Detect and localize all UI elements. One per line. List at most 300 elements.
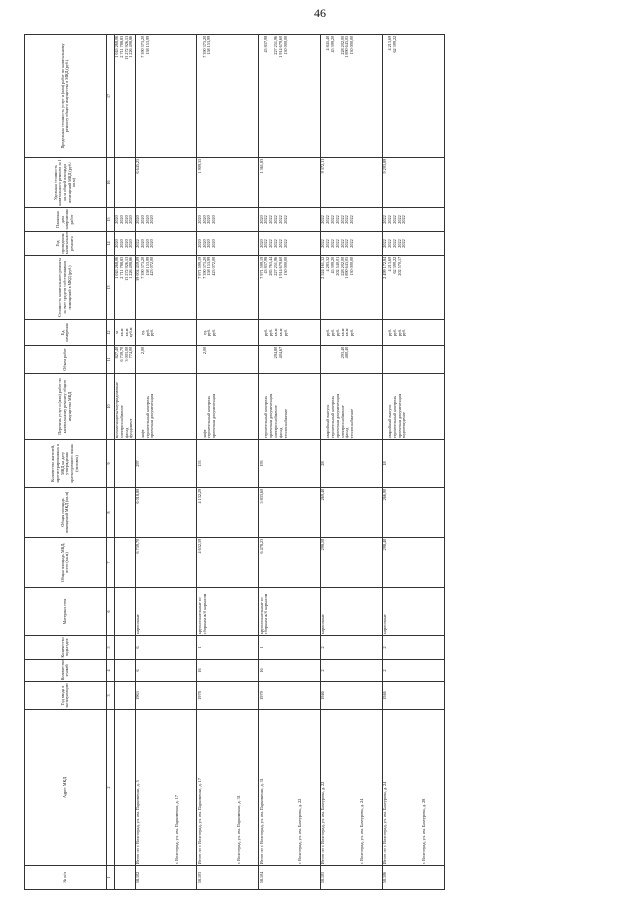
work-cost-cell xyxy=(382,256,444,320)
work-cost: 130 000,00 xyxy=(282,256,288,276)
unit-of-measure: руб. xyxy=(263,328,269,337)
unit-of-measure: кв.м xyxy=(272,328,278,337)
work-volume: 404,67 xyxy=(277,346,283,359)
cost-limit xyxy=(150,36,155,156)
commission-year: 1979 xyxy=(259,682,321,710)
work-cost: 228 202,00 xyxy=(339,256,345,276)
object-total-cost: 7 971 599,19 xyxy=(196,256,202,279)
address: г. Волгоград, ул. им. Бахтурова, д. 24 xyxy=(359,798,365,865)
table-row xyxy=(114,35,135,890)
work-cost-cell xyxy=(259,256,321,320)
total-area: 6 478,23 xyxy=(259,538,321,588)
object-total-date: 2020 xyxy=(258,215,264,224)
cost-limit: 130 000,00 xyxy=(282,35,288,55)
cost-limit-cell xyxy=(135,35,197,158)
column-header: Материал стен xyxy=(25,588,107,636)
address: г. Волгоград, ул. им. Пархоменко, д. 17 xyxy=(173,795,179,865)
repair-year: 2022 xyxy=(268,239,274,248)
work-volume: 293,40 xyxy=(339,346,345,359)
completion-date: 2020 xyxy=(149,215,155,224)
repair-year-cell xyxy=(382,232,444,256)
work-volume xyxy=(402,347,407,372)
work-volume xyxy=(284,347,289,372)
work-item: электроснабжение xyxy=(118,405,124,439)
total-area: 4 632,59 xyxy=(197,538,259,588)
unit-of-measure-cell xyxy=(259,320,321,346)
work-volume: 6 739,70 xyxy=(118,346,124,362)
resident-count: 18 xyxy=(382,440,444,488)
work-cost-cell xyxy=(114,256,135,320)
repair-year: 2020 xyxy=(211,239,217,248)
column-number: 14 xyxy=(106,232,114,256)
repair-year: 2022 xyxy=(329,239,335,248)
wall-material: крупнопанельные со сборным ж/б каркасом xyxy=(259,588,321,636)
repair-year: 2020 xyxy=(139,239,145,248)
row-number: 58.102 xyxy=(135,866,197,890)
completion-date-cell xyxy=(382,208,444,232)
floor-count: 2 xyxy=(382,660,444,682)
repair-year: 2020 xyxy=(149,239,155,248)
work-cost: 4 283,32 xyxy=(325,256,331,272)
wall-material: кирпичные xyxy=(135,588,197,636)
wall-material: кирпичные xyxy=(382,588,444,636)
column-number: 10 xyxy=(106,374,114,440)
work-cost: 1 226 498,86 xyxy=(128,256,134,279)
work-volume-cell xyxy=(320,346,382,374)
floor-count: 16 xyxy=(197,660,259,682)
completion-date: 2022 xyxy=(401,215,407,224)
address-total-label: Итого по г. Волгоград, ул. им. Бахтурова, д. 24 xyxy=(382,781,388,865)
unit-of-measure: куб.м xyxy=(128,327,134,338)
repair-year: 2022 xyxy=(349,239,355,248)
completion-date: 2022 xyxy=(263,215,269,224)
cost-limit: 158 153,99 xyxy=(144,35,150,55)
work-cost: 4 213,69 xyxy=(386,256,392,272)
empty-cell xyxy=(114,158,135,208)
cost-limit: 158 153,99 xyxy=(206,35,212,55)
work-volume-cell xyxy=(382,346,444,374)
column-header: Удельная стоимость капитального ремонта за 1 кв.м общей площади помещений МКД (руб./кв.м) xyxy=(25,158,107,208)
work-volume-cell xyxy=(197,346,259,374)
specific-cost: 9 372,11 xyxy=(320,158,382,208)
floor-count: 2 xyxy=(320,660,382,682)
column-number: 17 xyxy=(106,35,114,158)
empty-cell xyxy=(114,538,135,588)
column-number: 9 xyxy=(106,440,114,488)
unit-of-measure: руб. xyxy=(386,328,392,337)
unit-of-measure: кв.м xyxy=(339,328,345,337)
repair-year: 2022 xyxy=(344,239,350,248)
address-cell xyxy=(259,710,321,866)
work-volume: 294,80 xyxy=(272,346,278,359)
cost-limit xyxy=(402,36,407,156)
document-sheet xyxy=(24,35,616,890)
unit-of-measure: руб. xyxy=(329,328,335,337)
capital-repair-table xyxy=(24,34,445,890)
unit-of-measure: руб. xyxy=(401,328,407,337)
completion-date: 2022 xyxy=(282,215,288,224)
work-volume: 2,00 xyxy=(201,346,207,355)
column-number: 13 xyxy=(106,256,114,320)
cost-limit: 227 251,96 xyxy=(272,35,278,55)
table-row xyxy=(135,35,197,890)
row-number: 58.103 xyxy=(197,866,259,890)
work-item: теплоснабжение xyxy=(349,408,355,439)
work-item: электроснабжение xyxy=(339,405,345,439)
work-volume xyxy=(350,347,355,372)
work-item: фасад xyxy=(123,427,129,439)
unit-of-measure: руб. xyxy=(334,328,340,337)
work-item: фундамент xyxy=(128,418,134,439)
work-item: лифт xyxy=(201,429,207,439)
column-number: 16 xyxy=(106,158,114,208)
column-number: 5 xyxy=(106,636,114,660)
work-item: строительный контроль xyxy=(206,395,212,439)
commission-year: 1978 xyxy=(197,682,259,710)
row-number: 58.105 xyxy=(320,866,382,890)
completion-date: 2020 xyxy=(144,215,150,224)
object-total-date: 2022 xyxy=(320,215,326,224)
work-item: строительный контроль xyxy=(391,395,397,439)
column-number: 2 xyxy=(106,710,114,866)
work-item: проектная документация xyxy=(396,393,402,439)
premises-area: 6 018,80 xyxy=(135,488,197,538)
object-total-date: 2022 xyxy=(382,215,388,224)
work-item: проектная документация xyxy=(149,393,155,439)
cost-limit xyxy=(212,36,217,156)
column-header: Ед. измерения xyxy=(25,320,107,346)
unit-of-measure: руб. xyxy=(211,328,217,337)
unit-of-measure: руб. xyxy=(268,328,274,337)
address-total-label: Итого по г. Волгоград, ул. им. Пархоменко, д. 17 xyxy=(196,778,202,865)
column-number: 8 xyxy=(106,488,114,538)
completion-date-cell xyxy=(320,208,382,232)
completion-date: 2022 xyxy=(329,215,335,224)
address-cell xyxy=(382,710,444,866)
column-header: № п/п xyxy=(25,866,107,890)
unit-of-measure-cell xyxy=(135,320,197,346)
column-header: Год проведения капитального ремонта xyxy=(25,232,107,256)
column-number: 12 xyxy=(106,320,114,346)
table-row xyxy=(259,35,321,890)
work-cost: 45 399,20 xyxy=(329,256,335,274)
repair-year: 2022 xyxy=(391,239,397,248)
entrance-count: 6 xyxy=(135,636,197,660)
cost-limit: 1 914 679,60 xyxy=(277,35,283,58)
work-cost: 285 763,44 xyxy=(268,256,274,276)
work-item: фасад xyxy=(277,427,283,439)
column-number: 1 xyxy=(106,866,114,890)
specific-cost: 1 361,83 xyxy=(259,158,321,208)
work-cost: 423 072,00 xyxy=(149,256,155,276)
cost-limit: 1 226 498,86 xyxy=(128,35,134,58)
repair-year: 2022 xyxy=(386,239,392,248)
specific-cost: 6 645,25 xyxy=(135,158,197,208)
resident-count: 153 xyxy=(197,440,259,488)
column-number: 11 xyxy=(106,346,114,374)
work-cost: 158 153,99 xyxy=(144,256,150,276)
work-cost: 130 000,00 xyxy=(349,256,355,276)
entrance-count: 2 xyxy=(320,636,382,660)
completion-date: 2020 xyxy=(113,215,119,224)
work-cost: 2 711 788,83 xyxy=(118,256,124,279)
total-area: 298,50 xyxy=(320,538,382,588)
object-total-cost: 39 004 459,09 xyxy=(134,256,140,281)
work-item: строительный контроль xyxy=(263,395,269,439)
cost-limit: 43 837,98 xyxy=(263,35,269,53)
repair-year: 2020 xyxy=(113,239,119,248)
work-cost-cell xyxy=(320,256,382,320)
cost-limit: 45 399,20 xyxy=(329,35,335,53)
completion-date: 2022 xyxy=(277,215,283,224)
work-cost: 1 045 268,06 xyxy=(113,256,119,279)
column-number: 6 xyxy=(106,588,114,636)
empty-cell xyxy=(114,588,135,636)
work-item-cell xyxy=(320,374,382,440)
column-number: 4 xyxy=(106,660,114,682)
repair-year: 2020 xyxy=(201,239,207,248)
work-item: проектная документация xyxy=(268,393,274,439)
work-volume-cell xyxy=(259,346,321,374)
address-total-label: Итого по г. Волгоград, ул. им. Пархоменко, д. 5 xyxy=(134,780,140,865)
unit-of-measure: м xyxy=(113,331,119,334)
work-item: теплоснабжение xyxy=(282,408,288,439)
work-volume: 3 003,00 xyxy=(123,346,129,362)
work-item-cell xyxy=(197,374,259,440)
cost-limit: 228 202,00 xyxy=(339,35,345,55)
work-cost: 202 570,17 xyxy=(396,256,402,276)
repair-year: 2022 xyxy=(272,239,278,248)
column-number: 15 xyxy=(106,208,114,232)
address-cell xyxy=(197,710,259,866)
work-volume: 774,00 xyxy=(128,346,134,359)
unit-of-measure: ед. xyxy=(139,330,145,335)
specific-cost: 9 293,89 xyxy=(382,158,444,208)
completion-date: 2022 xyxy=(334,215,340,224)
work-cost: 158 153,99 xyxy=(206,256,212,276)
floor-count: 6 xyxy=(135,660,197,682)
completion-date: 2022 xyxy=(344,215,350,224)
work-item: проектная документация xyxy=(334,393,340,439)
work-cost: 423 072,00 xyxy=(211,256,217,276)
unit-of-measure: кв.м xyxy=(118,328,124,337)
column-header: Количество жителей, зарегистрированных в МКД на дату утверждения краткосрочного плана (человек) xyxy=(25,440,107,488)
address-total-label: Итого по г. Волгоград, ул. им. Бахтурова, д. 22 xyxy=(320,781,326,865)
commission-year: 1963 xyxy=(135,682,197,710)
cost-limit-cell xyxy=(259,35,321,158)
column-header: Общая площадь МКД, всего (кв.м) xyxy=(25,538,107,588)
repair-year: 2020 xyxy=(128,239,134,248)
repair-year: 2022 xyxy=(263,239,269,248)
column-header: Год ввода в эксплуатацию xyxy=(25,682,107,710)
completion-date: 2022 xyxy=(339,215,345,224)
specific-cost: 1 909,35 xyxy=(197,158,259,208)
column-number-row xyxy=(106,35,114,890)
repair-year-cell xyxy=(259,232,321,256)
entrance-count: 1 xyxy=(259,636,321,660)
object-total-date: 2020 xyxy=(134,215,140,224)
cost-limit: 4 213,69 xyxy=(386,35,392,51)
table-row xyxy=(197,35,259,890)
work-cost: 1 890 643,05 xyxy=(344,256,350,279)
empty-cell xyxy=(114,440,135,488)
repair-year: 2022 xyxy=(396,239,402,248)
unit-of-measure: руб. xyxy=(391,328,397,337)
repair-year-cell xyxy=(197,232,259,256)
completion-date: 2020 xyxy=(139,215,145,224)
repair-year-cell xyxy=(114,232,135,256)
work-item-cell xyxy=(259,374,321,440)
work-cost: 7 390 373,20 xyxy=(201,256,207,279)
work-item-cell xyxy=(114,374,135,440)
unit-of-measure: руб. xyxy=(206,328,212,337)
repair-year-cell xyxy=(320,232,382,256)
repair-year: 2020 xyxy=(118,239,124,248)
unit-of-measure: руб. xyxy=(349,328,355,337)
unit-of-measure: кв.м xyxy=(123,328,129,337)
repair-year: 2020 xyxy=(206,239,212,248)
total-area: 6 739,70 xyxy=(135,538,197,588)
cost-limit-cell xyxy=(320,35,382,158)
work-volume-cell xyxy=(114,346,135,374)
work-cost: 7 390 373,20 xyxy=(139,256,145,279)
cost-limit-cell xyxy=(114,35,135,158)
entrance-count: 1 xyxy=(197,636,259,660)
work-cost: 13 272 926,53 xyxy=(123,256,129,281)
completion-date: 2020 xyxy=(206,215,212,224)
object-total-cost: 2 499 172,84 xyxy=(382,256,388,279)
repair-year: 2020 xyxy=(144,239,150,248)
column-header: Адрес МКД xyxy=(25,710,107,866)
wall-material: крупнопанельные со сборным ж/б каркасом xyxy=(197,588,259,636)
work-item: молниезащиты/внутридомовые xyxy=(113,382,119,439)
wall-material: кирпичные xyxy=(320,588,382,636)
work-volume: 827,40 xyxy=(113,346,119,359)
work-cost: 1 914 679,60 xyxy=(277,256,283,279)
column-header: Количество этажей xyxy=(25,660,107,682)
table-row xyxy=(382,35,444,890)
empty-cell xyxy=(114,660,135,682)
column-header: Перечень услуг и (или) работ по капитальному ремонту общего имущества МКД xyxy=(25,374,107,440)
work-item: фасад xyxy=(344,427,350,439)
cost-limit: 62 399,22 xyxy=(391,35,397,53)
unit-of-measure-cell xyxy=(382,320,444,346)
empty-cell xyxy=(114,710,135,866)
work-cost: 43 837,98 xyxy=(263,256,269,274)
address-total-label: Итого по г. Волгоград, ул. им. Пархоменко, д. 31 xyxy=(258,778,264,865)
completion-date: 2022 xyxy=(386,215,392,224)
unit-of-measure: руб. xyxy=(325,328,331,337)
work-volume xyxy=(150,347,155,372)
table-header-row xyxy=(25,35,107,890)
unit-of-measure: ед. xyxy=(201,330,207,335)
completion-date-cell xyxy=(197,208,259,232)
address-cell xyxy=(135,710,197,866)
empty-cell xyxy=(114,682,135,710)
column-header: Количество подъездов xyxy=(25,636,107,660)
repair-year: 2022 xyxy=(282,239,288,248)
object-total-year: 2020 xyxy=(258,239,264,248)
object-total-cost: 7 971 599,19 xyxy=(258,256,264,279)
work-item: строительный контроль xyxy=(144,395,150,439)
work-volume: 480,40 xyxy=(344,346,350,359)
work-volume: 2,00 xyxy=(139,346,145,355)
column-number: 7 xyxy=(106,538,114,588)
work-item: водоотведение xyxy=(401,412,407,439)
cost-limit-cell xyxy=(197,35,259,158)
row-number: 58.104 xyxy=(259,866,321,890)
empty-cell xyxy=(114,636,135,660)
repair-year: 2022 xyxy=(401,239,407,248)
completion-date: 2022 xyxy=(391,215,397,224)
address: г. Волгоград, ул. им. Бахтурова, д. 28 xyxy=(420,798,426,865)
work-item: аварийный выпуск xyxy=(325,404,331,439)
cost-limit: 2 711 788,83 xyxy=(118,35,124,58)
unit-of-measure-cell xyxy=(320,320,382,346)
cost-limit: 4 845,40 xyxy=(325,35,331,51)
repair-year: 2022 xyxy=(334,239,340,248)
premises-area: 5 833,60 xyxy=(259,488,321,538)
work-cost-cell xyxy=(135,256,197,320)
work-cost-cell xyxy=(197,256,259,320)
cost-limit: 7 390 373,20 xyxy=(139,35,145,58)
resident-count: 297 xyxy=(135,440,197,488)
work-cost: 202 540,01 xyxy=(334,256,340,276)
completion-date: 2022 xyxy=(396,215,402,224)
repair-year: 2022 xyxy=(325,239,331,248)
object-total-cost: 2 524 161,32 xyxy=(320,256,326,279)
work-item: проектная документация xyxy=(211,393,217,439)
resident-count: 28 xyxy=(320,440,382,488)
table-body xyxy=(114,35,444,890)
commission-year: 1946 xyxy=(382,682,444,710)
completion-date: 2022 xyxy=(268,215,274,224)
completion-date: 2020 xyxy=(123,215,129,224)
work-item-cell xyxy=(382,374,444,440)
work-item: лифт xyxy=(139,429,145,439)
completion-date: 2020 xyxy=(128,215,134,224)
cost-limit: 1 045 268,06 xyxy=(113,35,119,58)
row-number: 58.106 xyxy=(382,866,444,890)
unit-of-measure: руб. xyxy=(149,328,155,337)
completion-date: 2020 xyxy=(211,215,217,224)
cost-limit: 13 272 926,53 xyxy=(123,35,129,60)
work-item: строительный контроль xyxy=(329,395,335,439)
column-header: Плановая дата завершения работ xyxy=(25,208,107,232)
commission-year: 1946 xyxy=(320,682,382,710)
cost-limit: 130 000,00 xyxy=(349,35,355,55)
address: г. Волгоград, ул. им. Пархоменко, д. 31 xyxy=(235,795,241,865)
object-total-year: 2022 xyxy=(134,239,140,248)
empty-cell xyxy=(114,488,135,538)
completion-date: 2020 xyxy=(118,215,124,224)
column-header: Стоимость капитального ремонта за счет средств собственников помещений в МКД (руб.) xyxy=(25,256,107,320)
table-row xyxy=(320,35,382,890)
premises-area: 266,90 xyxy=(382,488,444,538)
entrance-count: 2 xyxy=(382,636,444,660)
completion-date: 2022 xyxy=(272,215,278,224)
repair-year: 2022 xyxy=(339,239,345,248)
object-total-year: 2022 xyxy=(320,239,326,248)
object-total-year: 2020 xyxy=(196,239,202,248)
work-item-cell xyxy=(135,374,197,440)
object-total-date: 2020 xyxy=(196,215,202,224)
unit-of-measure-cell xyxy=(197,320,259,346)
completion-date: 2020 xyxy=(201,215,207,224)
completion-date-cell xyxy=(114,208,135,232)
address: г. Волгоград, ул. им. Бахтурова, д. 22 xyxy=(297,798,303,865)
repair-year-cell xyxy=(135,232,197,256)
